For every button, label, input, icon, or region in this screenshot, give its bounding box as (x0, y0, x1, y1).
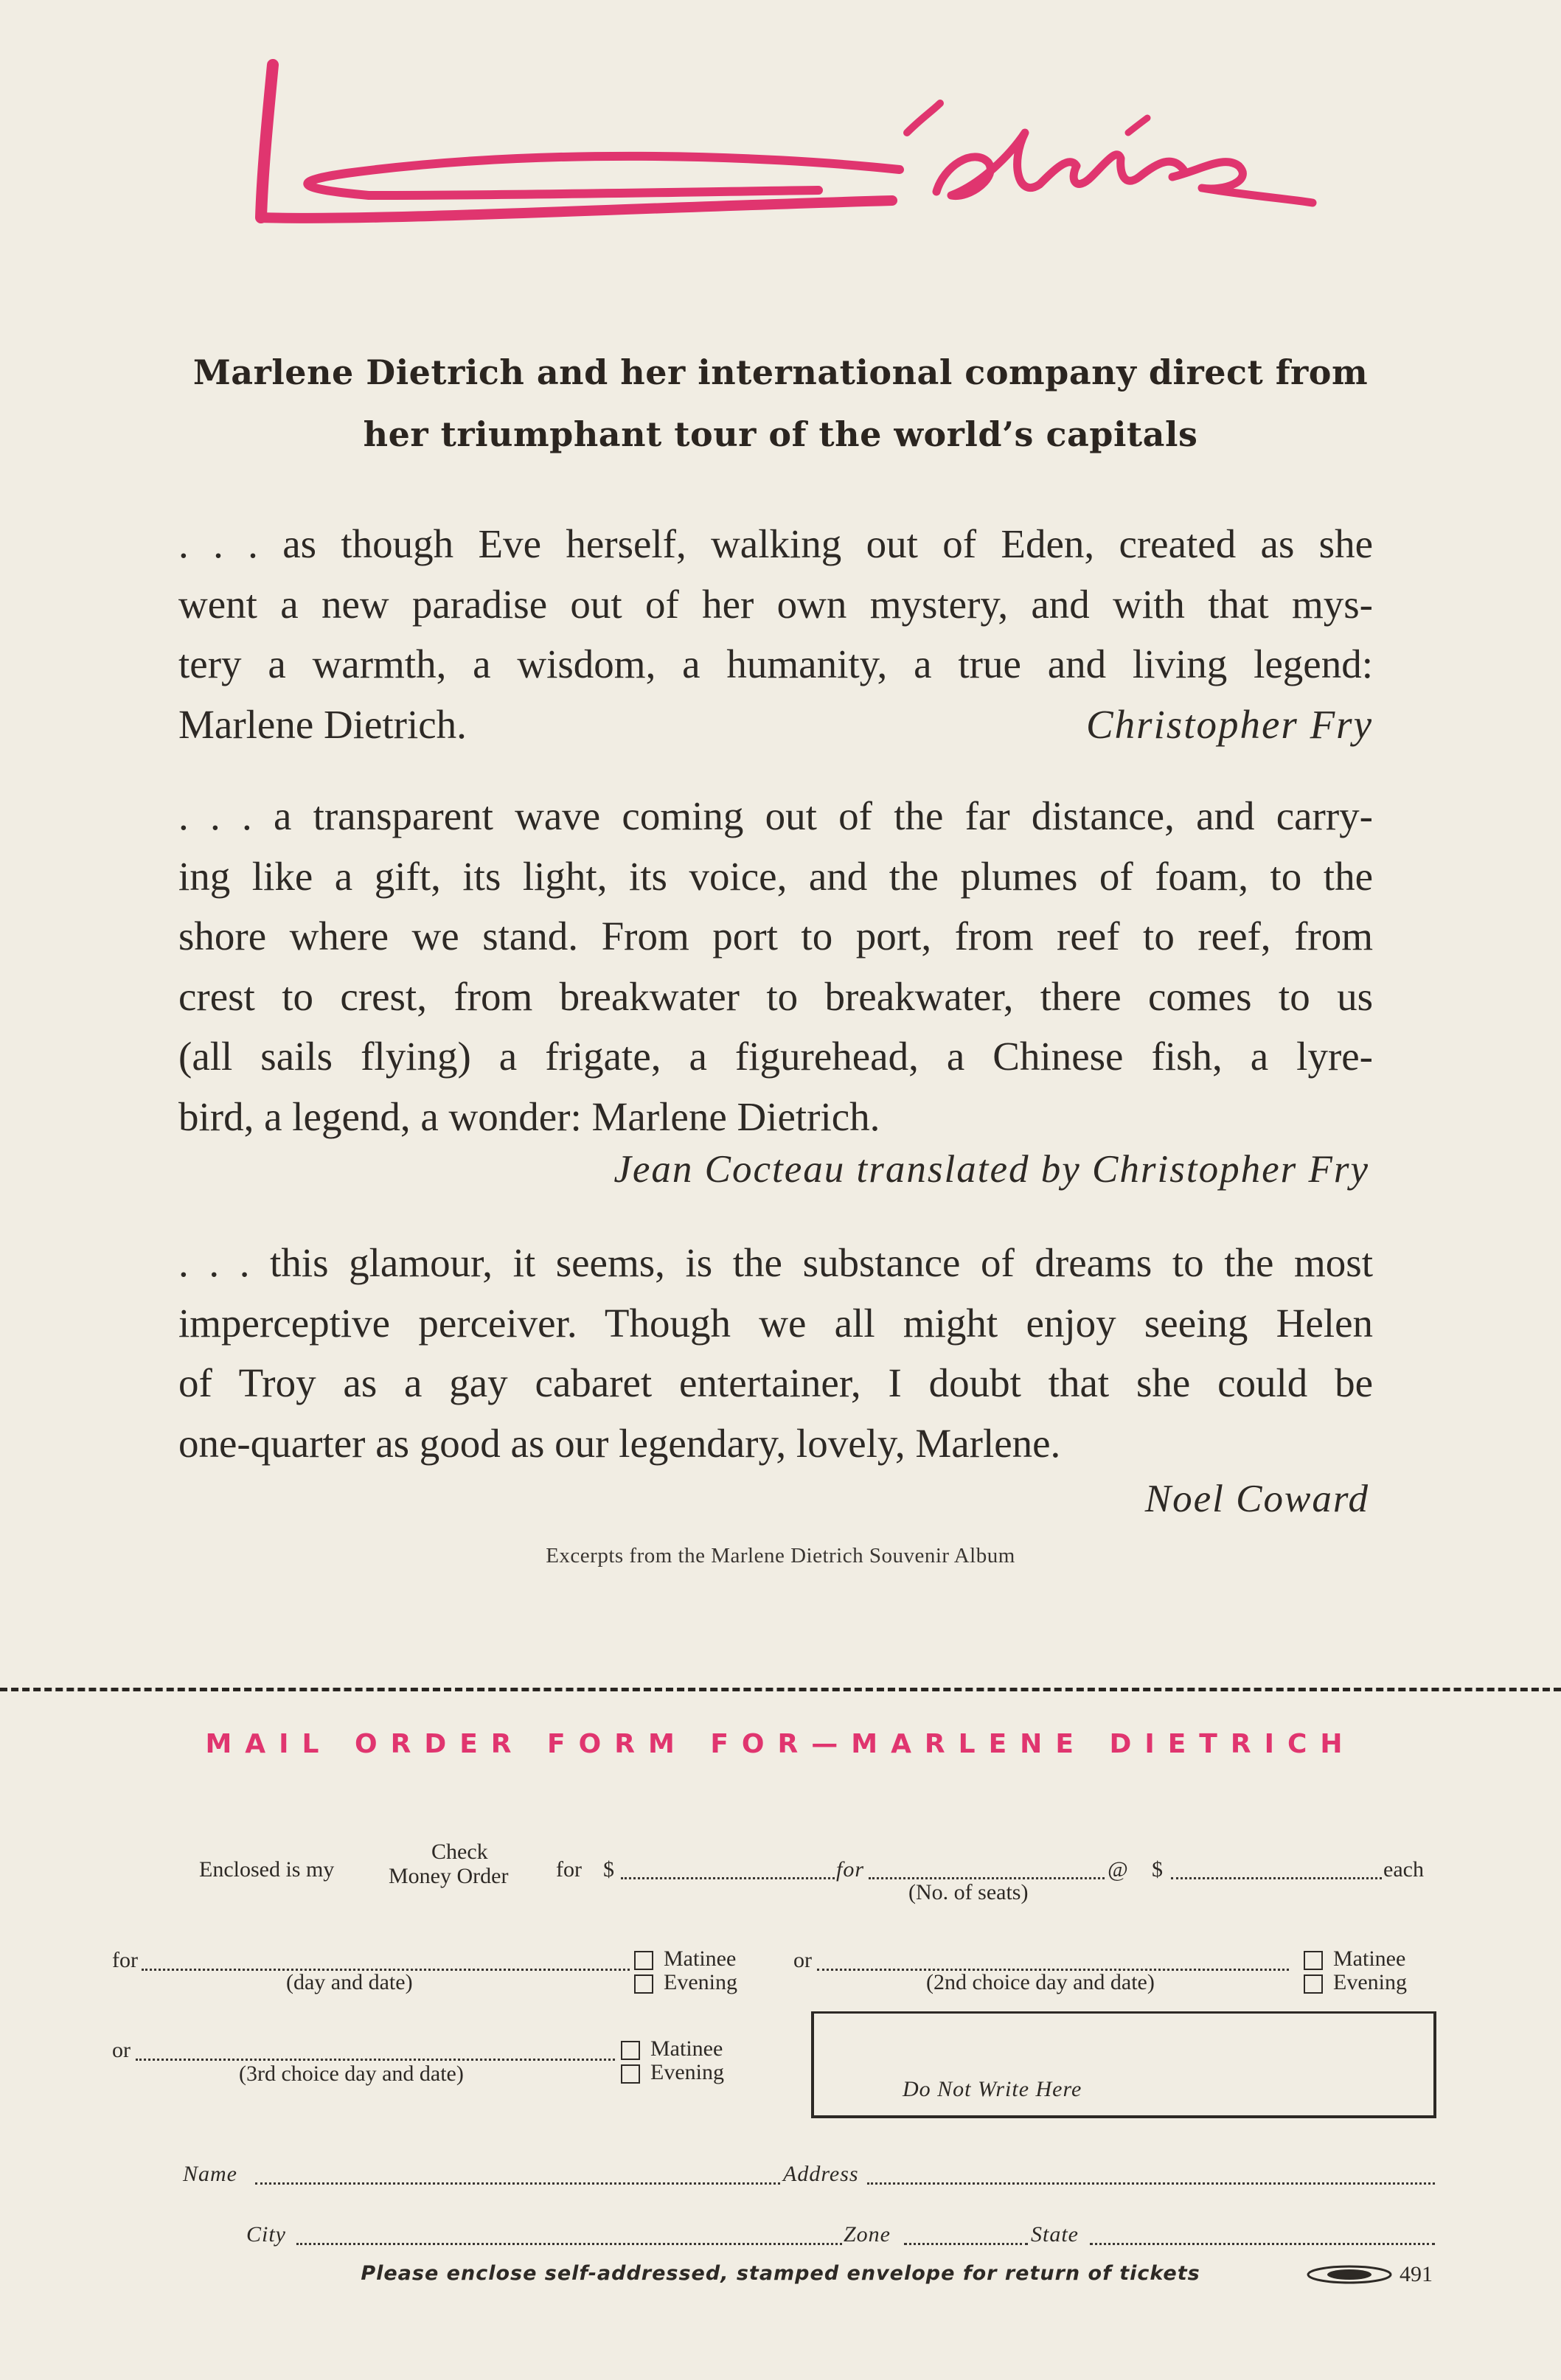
quote-line: . . . as though Eve herself, walking out of Eden, created as she (178, 521, 1373, 566)
evening-label: Evening (650, 2060, 724, 2084)
quote-line: imperceptive perceiver. Though we all might enjoy seeing Helen (178, 1300, 1373, 1346)
first-choice-evening[interactable] (634, 1970, 737, 1995)
matinee-label: Matinee (650, 2036, 723, 2061)
first-choice-matinee[interactable] (634, 1946, 736, 1972)
quote-line: . . . this glamour, it seems, is the substance of dreams to the most (178, 1240, 1373, 1285)
address-label: Address (783, 2162, 859, 2186)
souvenir-caption: Excerpts from the Marlene Dietrich Souvenir Album (546, 1544, 1015, 1567)
dollar-sign: $ (603, 1857, 614, 1882)
headline-line-1: Marlene Dietrich and her international company direct from (192, 352, 1369, 392)
state-field[interactable] (1090, 2243, 1435, 2245)
quote-line: ing like a gift, its light, its voice, and the plumes of foam, to the (178, 853, 1373, 899)
dollar-sign-2: $ (1152, 1857, 1163, 1882)
quote-line-text: Marlene Dietrich. (178, 701, 467, 747)
address-field[interactable] (867, 2182, 1435, 2185)
city-label: City (246, 2222, 286, 2247)
evening-label: Evening (664, 1970, 737, 1994)
union-label-icon (1305, 2264, 1394, 2286)
zone-label: Zone (844, 2222, 891, 2247)
evening-checkbox[interactable] (634, 1974, 653, 1994)
check-label: Check (431, 1840, 488, 1864)
dietrich-signature (243, 44, 1320, 265)
matinee-label: Matinee (1333, 1946, 1406, 1971)
evening-label: Evening (1333, 1970, 1407, 1994)
seats-field[interactable] (869, 1877, 1105, 1879)
evening-checkbox[interactable] (621, 2064, 640, 2084)
each-label: each (1383, 1857, 1424, 1882)
office-use-box (811, 2011, 1436, 2118)
quote-line: . . . a transparent wave coming out of the far distance, and carry- (178, 793, 1373, 838)
date-for-label: for (112, 1948, 138, 1972)
enclosed-label: Enclosed is my (199, 1857, 335, 1882)
zone-field[interactable] (904, 2243, 1028, 2245)
second-choice-evening[interactable] (1304, 1970, 1407, 1995)
third-choice-evening[interactable] (621, 2060, 724, 2085)
quote-line: (all sails flying) a frigate, a figurehead, a Chinese fish, a lyre- (178, 1034, 1373, 1079)
third-choice-date-field[interactable] (136, 2059, 615, 2061)
at-label: @ (1108, 1857, 1129, 1882)
second-choice-caption: (2nd choice day and date) (926, 1970, 1155, 1994)
quote-line: shore where we stand. From port to port, from reef to reef, from (178, 914, 1373, 958)
quote-line: tery a warmth, a wisdom, a humanity, a true and living legend: (178, 641, 1373, 686)
price-field[interactable] (1171, 1877, 1382, 1879)
matinee-label: Matinee (664, 1946, 737, 1971)
attribution-cocteau: Jean Cocteau translated by Christopher Fry (613, 1148, 1369, 1191)
office-use-label: Do Not Write Here (903, 2077, 1082, 2101)
matinee-checkbox[interactable] (1304, 1951, 1323, 1970)
attribution-fry: Christopher Fry (1085, 701, 1373, 747)
first-choice-caption: (day and date) (286, 1970, 413, 1994)
state-label: State (1031, 2222, 1079, 2247)
cut-line (0, 1688, 1561, 1691)
third-choice-caption: (3rd choice day and date) (239, 2061, 464, 2086)
for-seats-label: for (836, 1857, 865, 1882)
money-order-label: Money Order (389, 1864, 509, 1888)
seats-caption: (No. of seats) (908, 1880, 1029, 1904)
third-choice-matinee[interactable] (621, 2036, 723, 2061)
name-label: Name (183, 2162, 237, 2186)
city-field-line[interactable] (296, 2243, 842, 2245)
form-title: MAIL ORDER FORM FOR—MARLENE DIETRICH (205, 1729, 1356, 1759)
amount-field[interactable] (621, 1877, 835, 1879)
for-label: for (556, 1857, 582, 1882)
evening-checkbox[interactable] (1304, 1974, 1323, 1994)
union-number: 491 (1400, 2262, 1433, 2286)
quote-coward (178, 1233, 1373, 1473)
name-field[interactable] (255, 2182, 780, 2185)
envelope-note: Please enclose self-addressed, stamped envelope for return of tickets (361, 2262, 1200, 2285)
quote-line: crest to crest, from breakwater to breakwater, there comes to us (178, 973, 1373, 1019)
matinee-checkbox[interactable] (621, 2041, 640, 2060)
quote-cocteau (178, 786, 1373, 1146)
headline-line-2: her triumphant tour of the world’s capitals (363, 414, 1198, 454)
quote-line: one-quarter as good as our legendary, lovely, Marlene. (178, 1420, 1061, 1466)
or-label: or (793, 1948, 812, 1972)
matinee-checkbox[interactable] (634, 1951, 653, 1970)
quote-line: went a new paradise out of her own mystery, and with that mys- (178, 581, 1373, 627)
quote-line: bird, a legend, a wonder: Marlene Dietrich. (178, 1093, 880, 1139)
quote-line: of Troy as a gay cabaret entertainer, I doubt that she could be (178, 1360, 1373, 1405)
quote-line (178, 695, 1373, 755)
or-label-2: or (112, 2038, 131, 2062)
second-choice-matinee[interactable] (1304, 1946, 1405, 1972)
quote-fry (178, 514, 1373, 754)
attribution-coward: Noel Coward (1144, 1478, 1369, 1520)
